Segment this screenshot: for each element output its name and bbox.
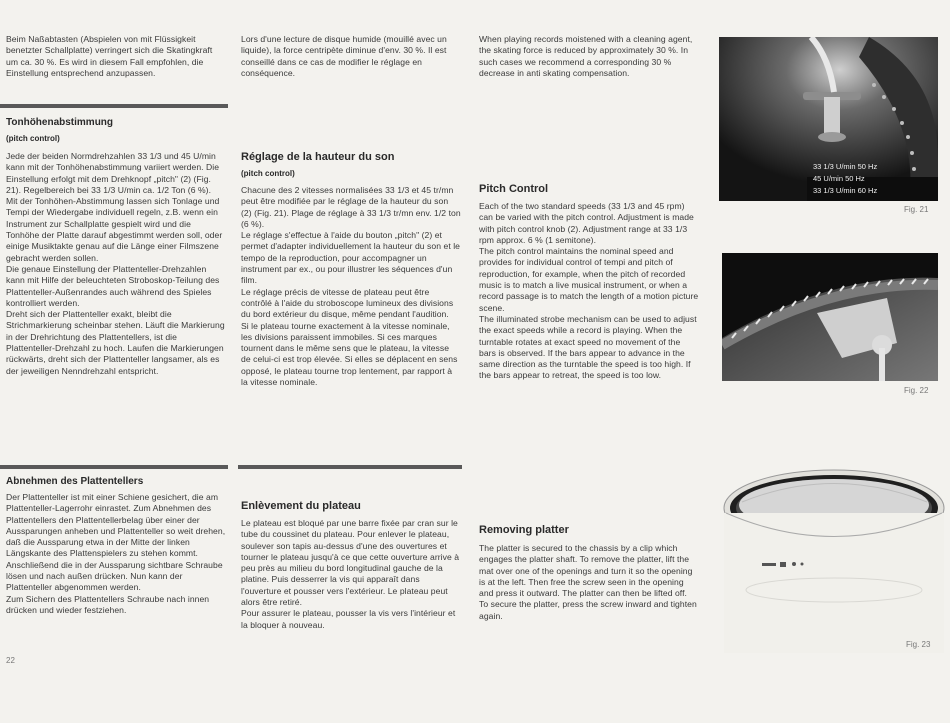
platter-text-en bbox=[479, 543, 699, 622]
paragraph: Each of the two standard speeds (33 1/3 and 45 rpm) can be varied with the pitch control. Adjustment is made with pitch control knob (2). Adjustment range at 33 1/3 rpm approx. 6 % (1 semitone). bbox=[479, 201, 694, 245]
section-divider bbox=[238, 465, 462, 469]
paragraph: Jede der beiden Normdrehzahlen 33 1/3 und 45 U/min kann mit der Tonhöhenabstimmung variiert werden. Die Einstellung erfolgt mit dem Drehknopf „pitch" (2) (Fig. 21). Regelbereich bei 33 1/3 U/min ca. 1/2 Ton (6 %). bbox=[6, 151, 220, 195]
section-title-de: Tonhöhenabstimmung bbox=[6, 117, 114, 128]
page-number: 22 bbox=[6, 656, 15, 665]
figure-22-caption: Fig. 22 bbox=[904, 386, 929, 395]
paragraph: Zum Sichern des Plattentellers Schraube nach innen drücken und wieder festziehen. bbox=[6, 593, 210, 615]
paragraph: To secure the platter, press the screw inward and tighten again. bbox=[479, 599, 697, 621]
section-divider bbox=[0, 465, 228, 469]
paragraph: Le plateau est bloqué par une barre fixée par cran sur le tube du coussinet du plateau. Pour enlever le plateau, soulever son tapis au-dessus d'une des ouvertures et tourner le plateau jusqu'à ce que cette ouverture arrive à peu près au milieu du bord longitudinal gauche de la platine. Puis desserrer la vis qui apparaît dans l'ouverture et pousser vers l'extérieur. Le plateau peut alors être retiré. bbox=[241, 518, 460, 608]
pitch-text-fr bbox=[241, 185, 461, 388]
platter-text-de bbox=[6, 492, 226, 616]
section-subtitle-de: (pitch control) bbox=[6, 134, 60, 143]
turntable-illustration bbox=[722, 450, 946, 655]
paragraph: The illuminated strobe mechanism can be used to adjust the exact speeds while a record is playing. When the turntable rotates at exact speed no movement of the bars is observed. If the bars appear to advance in the same direction as the turntable the speed is too high. If the bars appear to retreat, the speed is too low. bbox=[479, 313, 697, 381]
paragraph: Mit der Tonhöhen-Abstimmung lassen sich Tonlage und Tempi der Wiedergabe individuell regeln, z.B. wenn ein Instrument zur Schallplatte gespielt wird und die Tonhöhe der Platte darauf abgestimmt werden soll, oder einige Musiktakte genau auf die Länge einer Filmszene gebracht werden sollen. bbox=[6, 196, 223, 263]
figure-22-photo bbox=[722, 253, 938, 381]
paragraph: Die genaue Einstellung der Plattenteller-Drehzahlen kann mit Hilfe der beleuchteten Stroboskop-Teilung des Plattenteller-Außenrandes auch während des Spieles kontrolliert werden. bbox=[6, 263, 220, 308]
section-title-en: Removing platter bbox=[479, 524, 569, 536]
pitch-text-de bbox=[6, 151, 226, 377]
section-title-en: Pitch Control bbox=[479, 183, 549, 195]
section-title-fr: Réglage de la hauteur du son bbox=[241, 151, 395, 163]
strobe-label: 33 1/3 U/min 50 Hz bbox=[813, 162, 878, 171]
platter-text-fr bbox=[241, 518, 461, 631]
figure-21-photo bbox=[719, 37, 938, 201]
paragraph: The pitch control maintains the nominal speed and provides for individual control of tempi and pitch of reproduction, for example, when the pitch of recorded music is to match a live musical instrument, or when a record passage is to match the length of a motion picture scene. bbox=[479, 246, 699, 313]
pitch-text-en bbox=[479, 201, 699, 382]
top-text-de bbox=[6, 34, 224, 79]
section-title-de: Abnehmen des Plattentellers bbox=[6, 476, 144, 487]
paragraph: Le réglage précis de vitesse de plateau peut être contrôlé à l'aide du stroboscope lumineux des divisions du bord extérieur du disque, même pendant l'audition. bbox=[241, 286, 454, 320]
section-divider bbox=[0, 104, 228, 108]
strobe-label: 45 U/min 50 Hz bbox=[813, 174, 865, 183]
strobe-label: 33 1/3 U/min 60 Hz bbox=[813, 186, 878, 195]
paragraph: Beim Naßabtasten (Abspielen von mit Flüssigkeit benetzter Schallplatte) verringert sich die Skatingkraft um ca. 30 %. Es wird in diesem Fall empfohlen, die Einstellung entsprechend anzupassen. bbox=[6, 34, 213, 78]
paragraph: Le réglage s'effectue à l'aide du bouton „pitch" (2) et permet d'adapter individuellement la hauteur du son et le tempo de la reproduction, pour accompagner un instrument par ex., ou pour illustrer les séquences d'un film. bbox=[241, 230, 460, 286]
paragraph: Si le plateau tourne exactement à la vitesse nominale, les divisions paraissent immobiles. Si ces marques tournent dans le même sens que le plateau, la vitesse de celui-ci est trop élevée. Si elles se déplacent en sens opposé, le plateau tourne trop lentement, par rapport à la vitesse nominale. bbox=[241, 320, 458, 388]
paragraph: Chacune des 2 vitesses normalisées 33 1/3 et 45 tr/mn peut être modifiée par le réglage de la hauteur du son (2) (Fig. 21). Plage de réglage à 33 1/3 tr/mn env. 1/2 ton (6 %). bbox=[241, 185, 461, 229]
paragraph: The platter is secured to the chassis by a clip which engages the platter shaft. To remove the platter, lift the mat over one of the openings and turn it so the opening is at the left. Then free the screw seen in the opening and press it outward. The platter can then be lifted off. bbox=[479, 543, 693, 599]
strobe-edge-illustration bbox=[722, 253, 938, 381]
figure-23-caption: Fig. 23 bbox=[906, 640, 931, 649]
paragraph: Pour assurer le plateau, pousser la vis vers l'intérieur et la bloquer à nouveau. bbox=[241, 608, 456, 630]
figure-23-drawing bbox=[722, 450, 946, 655]
paragraph: Dreht sich der Plattenteller exakt, bleibt die Strichmarkierung scheinbar stehen. Läuft die Markierung in der Drehrichtung des Plattentellers, ist die Plattenteller-Drehzahl zu hoch. Laufen die Markierungen rückwärts, dreht sich der Plattenteller langsamer, als es der jeweiligen Nenndrehzahl entspricht. bbox=[6, 309, 225, 376]
top-text-fr bbox=[241, 34, 459, 79]
section-subtitle-fr: (pitch control) bbox=[241, 169, 295, 178]
paragraph: Lors d'une lecture de disque humide (mouillé avec un liquide), la force centripète diminue d'env. 30 %. Il est conseillé dans ce cas de modifier le réglage en conséquence. bbox=[241, 34, 447, 78]
top-text-en bbox=[479, 34, 697, 79]
paragraph: Der Plattenteller ist mit einer Schiene gesichert, die am Plattenteller-Lagerrohr einrastet. Zum Abnehmen des Plattentellers den Plattentellerbelag über einer der Aussparungen anheben und Plattenteller so weit drehen, daß die Aussparung etwa in der Mitte der linken Längskante des Plattenspielers zu stehen kommt. Anschließend die in der Aussparung sichtbare Schraube lösen und nach außen drücken. Nun kann der Plattenteller abgenommen werden. bbox=[6, 492, 226, 593]
figure-21-caption: Fig. 21 bbox=[904, 205, 929, 214]
paragraph: When playing records moistened with a cleaning agent, the skating force is reduced by approximately 30 %. In such cases we recommend a corresponding 30 % decrease in anti skating compensation. bbox=[479, 34, 693, 78]
section-title-fr: Enlèvement du plateau bbox=[241, 500, 361, 512]
